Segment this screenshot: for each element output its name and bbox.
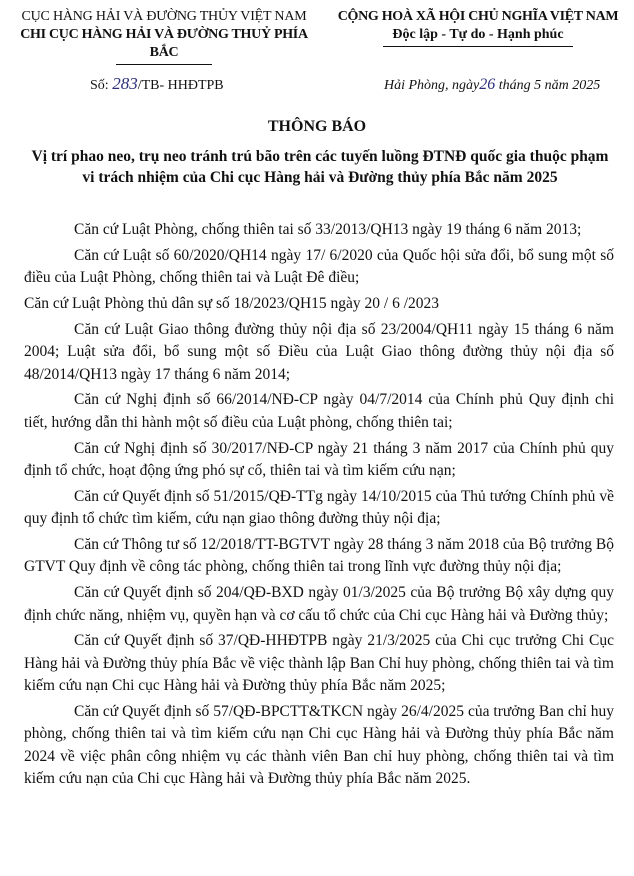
country-name: CỘNG HOÀ XÃ HỘI CHỦ NGHĨA VIỆT NAM (337, 9, 619, 24)
paragraph: Căn cứ Nghị định số 66/2014/NĐ-CP ngày 04/7/2014 của Chính phủ Quy định chi tiết, hướng dẫn thi hành một số điều của Luật phòng, chống thiên tai; (24, 391, 614, 431)
motto-underline (383, 46, 573, 47)
document-title: THÔNG BÁO (267, 118, 367, 135)
paragraph: Căn cứ Luật số 60/2020/QH14 ngày 17/ 6/2020 của Quốc hội sửa đổi, bổ sung một số điều của Luật Phòng, chống thiên tai và Luật Đê điều; (24, 246, 614, 287)
paragraph: Căn cứ Quyết định số 51/2015/QĐ-TTg ngày 14/10/2015 của Thủ tướng Chính phủ về quy định tổ chức tìm kiếm, cứu nạn giao thông đường thủy nội địa; (24, 487, 614, 528)
paragraph: Căn cứ Nghị định số 30/2017/NĐ-CP ngày 21 tháng 3 năm 2017 của Chính phủ quy định tổ chức, hoạt động ứng phó sự cố, thiên tai và tìm kiếm cứu nạn; (24, 439, 614, 480)
paragraph: Căn cứ Luật Phòng thủ dân sự số 18/2023/QH15 ngày 20 / 6 /2023 (24, 295, 440, 312)
place-date-rest: tháng 5 năm 2025 (495, 78, 601, 93)
national-motto-block (330, 8, 626, 47)
issuing-agency-name: CHI CỤC HÀNG HẢI VÀ ĐƯỜNG THUỶ PHÍA BẮC (20, 27, 308, 60)
doc-number-handwritten: 283 (112, 74, 138, 93)
paragraph: Căn cứ Thông tư số 12/2018/TT-BGTVT ngày 28 tháng 3 năm 2018 của Bộ trưởng Bộ GTVT Quy định về công tác phòng, chống thiên tai trong lĩnh vực đường thủy nội địa; (24, 536, 614, 576)
paragraph: Căn cứ Quyết định số 37/QĐ-HHĐTPB ngày 21/3/2025 của Chi cục trưởng Chi Cục Hàng hải và Đường thủy phía Bắc về việc thành lập Ban Chỉ huy phòng, chống thiên tai và tìm kiếm cứu nạn Chi cục Hàng hải và Đường thủy phía Bắc năm 2025; (24, 632, 614, 695)
agency-underline (116, 64, 212, 65)
place-and-date (384, 76, 600, 94)
national-motto: Độc lập - Tự do - Hạnh phúc (392, 27, 564, 42)
paragraph: Căn cứ Quyết định số 57/QĐ-BPCTT&TKCN ngày 26/4/2025 của trưởng Ban chỉ huy phòng, chống thiên tai và tìm kiếm cứu nạn Chi cục Hàng hải và Đường thủy phía Bắc năm 2024 về việc phân công nhiệm vụ các thành viên Ban chỉ huy phòng, chống thiên tai và tìm kiếm cứu nạn của Chi cục Hàng hải và Đường thủy phía Bắc năm 2025. (24, 703, 614, 788)
issuing-agency-block (14, 8, 314, 65)
doc-number-prefix: Số: (90, 78, 109, 93)
paragraph: Căn cứ Luật Giao thông đường thủy nội địa số 23/2004/QH11 ngày 15 tháng 6 năm 2004; Luật sửa đổi, bổ sung một số Điều của Luật Giao thông đường thủy nội địa số 48/2014/QH13 ngày 17 tháng 6 năm 2014; (24, 320, 614, 383)
paragraph: Căn cứ Quyết định số 204/QĐ-BXD ngày 01/3/2025 của Bộ trưởng Bộ xây dựng quy định chức năng, nhiệm vụ, quyền hạn và cơ cấu tổ chức của Chi cục Hàng hải và Đường thủy; (24, 584, 614, 624)
document-body (24, 219, 614, 794)
paragraph: Căn cứ Luật Phòng, chống thiên tai số 33/2013/QH13 ngày 19 tháng 6 năm 2013; (74, 221, 582, 238)
doc-number-suffix: /TB- HHĐTPB (137, 78, 224, 93)
place-date-text: Hải Phòng, ngày (384, 78, 480, 93)
document-subtitle: Vị trí phao neo, trụ neo tránh trú bão trên các tuyến luồng ĐTNĐ quốc gia thuộc phạm vi trách nhiệm của Chi cục Hàng hải và Đường thủy phía Bắc năm 2025 (31, 148, 609, 186)
date-day-handwritten: 26 (479, 76, 496, 93)
document-number (90, 74, 224, 94)
parent-agency-name: CỤC HÀNG HẢI VÀ ĐƯỜNG THỦY VIỆT NAM (21, 9, 307, 24)
